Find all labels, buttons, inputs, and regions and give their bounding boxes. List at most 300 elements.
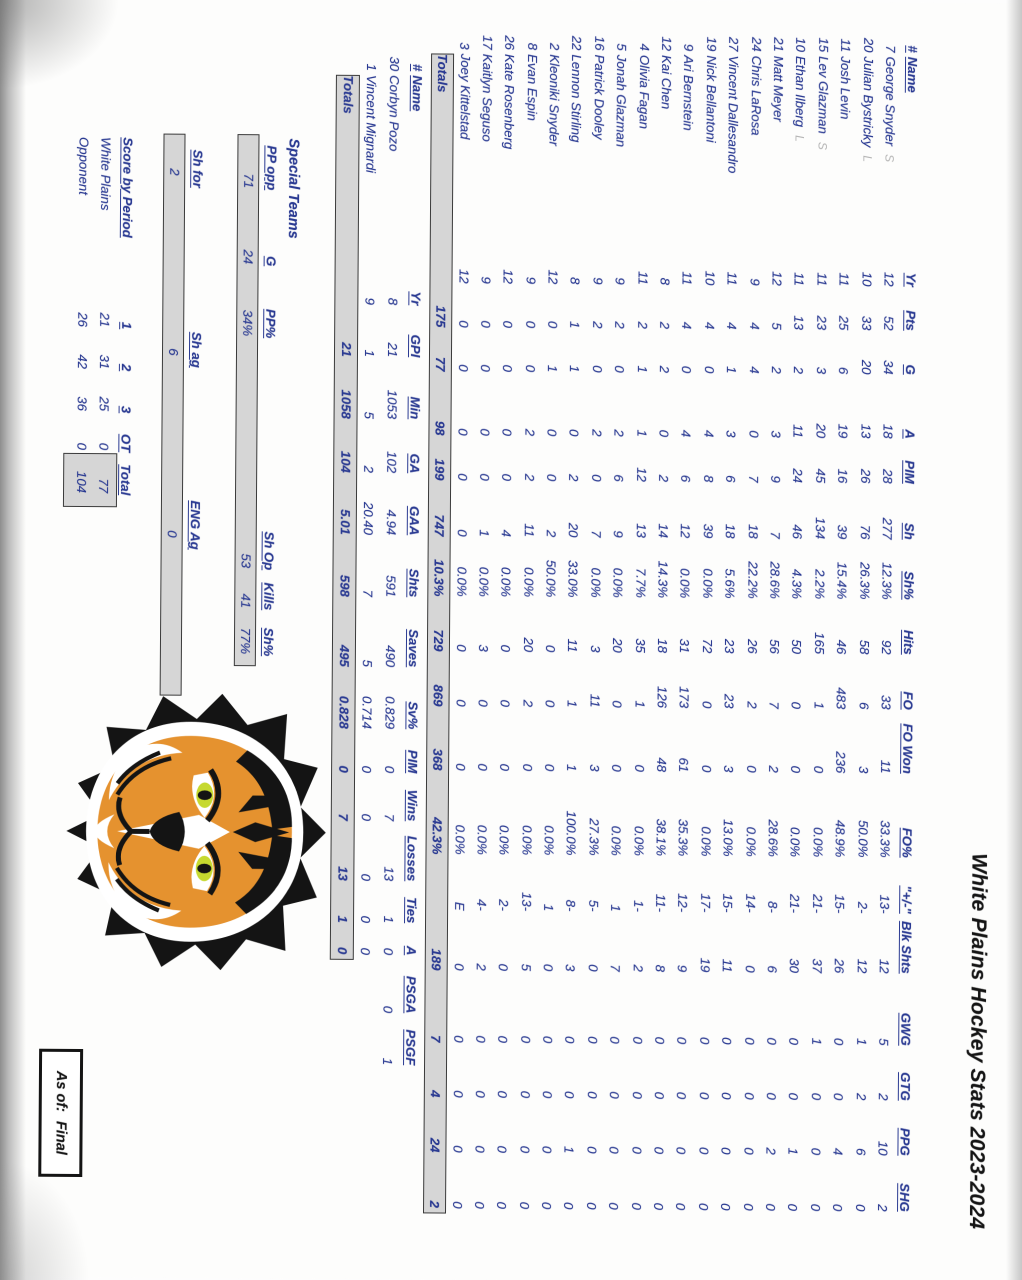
stat-cell: 0.0%	[610, 567, 626, 598]
totals-stat-cell: 7	[425, 974, 448, 1046]
stat-cell: 18	[745, 523, 761, 539]
stat-cell: 12.3%	[879, 562, 895, 600]
stat-cell: 0.714	[359, 695, 375, 730]
stat-cell: 33	[878, 694, 894, 710]
player-name: Jonah Glazman	[613, 54, 630, 148]
handwritten-mark: S	[882, 154, 897, 163]
stat-cell: 1	[634, 365, 650, 373]
totals-stat-cell: 21	[335, 309, 358, 361]
stat-cell: 2	[656, 474, 672, 483]
column-header: Ties	[404, 897, 420, 924]
player-name: Ari Bernstein	[680, 55, 697, 131]
column-header: Min	[407, 396, 423, 420]
stat-cell: 26	[831, 958, 847, 974]
stat-cell: 8-	[765, 901, 781, 913]
stat-cell: 0	[472, 1145, 488, 1153]
stat-cell: 2	[612, 321, 628, 329]
stat-cell: 0	[763, 1092, 779, 1100]
pp-header: Sh Op	[261, 531, 277, 571]
stat-cell: 23	[722, 638, 738, 654]
stat-cell: 11	[719, 958, 735, 973]
stat-cell: 15-	[720, 893, 736, 913]
stat-cell: 0	[830, 1092, 846, 1101]
pp-header: Kills	[261, 582, 277, 611]
stat-cell: 0.0%	[677, 568, 693, 599]
player-number: 19	[703, 36, 720, 52]
column-header: GTG	[898, 1072, 914, 1101]
stat-cell: 6	[852, 1148, 868, 1156]
stat-cell: 10	[702, 270, 718, 286]
stat-cell: 0	[517, 1145, 533, 1154]
stat-cell: 21-	[809, 894, 825, 914]
stat-cell: 0	[788, 701, 804, 710]
totals-stat-cell: 175	[430, 287, 453, 331]
stat-cell: 19	[835, 423, 851, 439]
stat-cell: 126	[654, 685, 670, 709]
stat-cell: 0	[786, 1037, 802, 1046]
stat-cell: 3	[587, 645, 603, 653]
stat-cell: 1	[853, 1038, 869, 1046]
pp-value: 71	[241, 173, 257, 189]
totals-stat-cell: 0.828	[332, 671, 355, 733]
period-header: 1	[119, 321, 135, 330]
stat-cell: 7.7%	[632, 567, 649, 598]
stat-cell: 0	[585, 1036, 601, 1044]
player-number: 9	[681, 43, 697, 52]
stat-cell: 8	[700, 474, 716, 483]
stat-cell: 0	[719, 1037, 735, 1045]
column-header: A	[902, 429, 918, 439]
totals-stat-cell: 199	[428, 439, 451, 484]
stat-cell: 0	[696, 1091, 712, 1100]
score-value: 25	[96, 396, 112, 412]
stat-cell: 0	[473, 1035, 489, 1043]
stat-cell: 0	[497, 763, 513, 772]
stat-cell: 13	[857, 423, 874, 439]
stat-cell: 5-	[585, 899, 602, 912]
stat-cell: 591	[383, 575, 399, 598]
stat-cell: 1	[561, 1146, 577, 1154]
stat-cell: 48	[654, 757, 670, 773]
stat-cell: 0	[584, 1146, 600, 1154]
as-of-value: Final	[52, 1120, 69, 1155]
player-number: 7	[883, 45, 899, 53]
stat-cell: 1	[567, 321, 583, 329]
stat-cell: 0	[629, 1036, 645, 1044]
stat-cell: 21-	[787, 893, 803, 914]
stat-cell: 2	[630, 964, 646, 972]
player-number: 20	[860, 37, 876, 53]
stat-cell: 8	[652, 964, 668, 973]
stat-cell: 0.0%	[452, 824, 468, 855]
stat-cell: 3	[723, 430, 739, 438]
stat-cell: 12	[545, 269, 561, 285]
score-value: 42	[74, 354, 90, 370]
stat-cell: 0	[673, 1146, 689, 1155]
stat-cell: 50	[789, 639, 805, 655]
stat-cell: 50.0%	[855, 820, 871, 858]
stat-cell: 0.0%	[700, 568, 716, 599]
column-header: Blk Shts	[898, 920, 915, 974]
stat-cell: 9	[747, 278, 763, 286]
pp-value: 77%	[237, 627, 254, 655]
stat-cell: 0	[358, 915, 374, 924]
player-name: Patrick Dooley	[591, 54, 607, 140]
shutout-header: ENG Ag	[187, 500, 203, 550]
stat-cell: 3	[586, 764, 602, 772]
player-name: Vincent Mignardi	[363, 74, 380, 174]
column-header: PSGA	[403, 975, 419, 1014]
stat-cell: 0	[607, 1091, 623, 1099]
player-number: 15	[815, 37, 831, 53]
stat-cell: 72	[699, 638, 715, 654]
player-number: 11	[838, 38, 854, 53]
stat-cell: 7	[588, 530, 604, 538]
stat-cell: 12	[500, 269, 516, 285]
stat-cell: 46	[834, 639, 850, 655]
stat-cell: 0	[651, 1146, 667, 1155]
totals-stat-cell: 13	[331, 825, 354, 885]
stat-cell: 9	[610, 530, 627, 538]
stat-cell: 4.3%	[789, 568, 805, 600]
stat-cell: 15-	[832, 894, 848, 914]
stat-cell: 2	[768, 366, 784, 374]
stat-cell: 0	[517, 1035, 533, 1044]
stat-cell: 0.0%	[787, 826, 804, 858]
stat-cell: 0	[831, 1037, 847, 1046]
stat-cell: 38.1%	[653, 818, 669, 857]
stat-cell: 2	[874, 1204, 890, 1212]
goalie-stats-table	[329, 43, 429, 1070]
stat-cell: 23	[813, 315, 830, 331]
player-name: Kate Rosenberg	[501, 53, 518, 150]
stat-cell: 0	[545, 320, 561, 329]
stat-cell: 3	[813, 366, 829, 375]
stat-cell: 0	[453, 699, 469, 707]
stat-cell: 12	[633, 467, 649, 482]
player-name: Joey Kittelstad	[457, 53, 473, 140]
stat-cell: 0	[516, 1201, 532, 1210]
stat-cell: 0	[450, 1090, 466, 1098]
stat-cell: 52	[881, 315, 897, 331]
stat-cell: 0	[380, 947, 396, 956]
stat-cell: 11	[877, 759, 894, 774]
totals-label: Totals	[336, 75, 360, 245]
totals-stat-cell: 42.3%	[426, 774, 449, 858]
stat-cell: 8	[657, 277, 673, 286]
stat-cell: 0.0%	[743, 826, 759, 857]
stat-cell: 28.6%	[765, 819, 781, 857]
score-value: 26	[75, 312, 91, 328]
stat-cell: 14.3%	[655, 560, 671, 599]
totals-stat-cell: 869	[427, 655, 450, 710]
stat-cell: 173	[676, 686, 693, 709]
stat-cell: 0	[500, 364, 516, 373]
stat-cell: 0	[631, 764, 647, 772]
as-of-label: As of:	[52, 1070, 69, 1113]
shutout-header: Sh ag	[188, 331, 205, 368]
pp-header: PP%	[263, 308, 279, 339]
stat-cell: 0	[454, 473, 470, 481]
stat-cell: 0.829	[382, 696, 398, 730]
player-number: 17	[480, 35, 496, 50]
period-header: 3	[118, 405, 134, 414]
stat-cell: 0	[698, 764, 714, 773]
stat-cell: 20	[610, 638, 626, 653]
stat-cell: 0	[584, 1091, 600, 1099]
stat-cell: 100.0%	[563, 810, 580, 856]
stat-cell: 0	[585, 964, 601, 972]
handwritten-mark: S	[815, 141, 830, 150]
stat-cell: 0.0%	[520, 567, 537, 598]
stat-cell: 0.0%	[496, 824, 512, 856]
column-header: SHG	[897, 1183, 913, 1212]
player-name: Matt Meyer	[770, 55, 787, 122]
column-header: GAA	[406, 505, 422, 536]
stat-cell: 20	[813, 423, 829, 439]
stat-cell: 0	[540, 963, 556, 972]
stat-cell: 5	[518, 963, 534, 972]
player-name: Nick Bellantoni	[703, 55, 719, 143]
pp-header: G	[263, 255, 279, 267]
stat-cell: 0	[474, 763, 491, 771]
stat-cell: 0	[718, 1203, 734, 1211]
totals-stat-cell	[330, 959, 353, 1017]
player-number: 5	[614, 43, 630, 51]
stat-cell: 0	[477, 428, 493, 436]
stat-cell: 0	[651, 1091, 667, 1100]
column-header: A	[403, 945, 419, 956]
stat-cell: 11	[791, 272, 807, 287]
handwritten-mark: L	[792, 135, 807, 142]
stat-cell: 50.0%	[543, 559, 559, 598]
stat-cell: 11	[521, 523, 537, 538]
stat-cell: 9	[590, 277, 606, 285]
stat-cell: 26	[857, 468, 873, 484]
player-number: 8	[524, 42, 540, 51]
stat-cell: 4	[499, 529, 515, 538]
stat-cell: 24	[790, 468, 806, 484]
stat-cell: 0	[566, 429, 582, 437]
stat-cell: 0	[455, 428, 471, 436]
stat-cell: 13	[381, 866, 397, 882]
stat-cell: 0	[495, 1090, 511, 1099]
stat-cell: 0	[450, 1145, 466, 1153]
stat-cell: 0	[477, 473, 493, 481]
stat-cell: 0	[743, 765, 759, 773]
column-header: G	[903, 364, 919, 375]
stat-cell: 4	[701, 429, 717, 438]
totals-stat-cell: 5.01	[334, 477, 357, 539]
column-header: Saves	[405, 629, 422, 668]
stat-cell: 11-	[653, 893, 669, 913]
column-header: Pts	[903, 310, 919, 331]
column-header: Sh	[902, 522, 918, 540]
stat-cell: 483	[833, 687, 849, 710]
tiger-head-logo	[58, 690, 332, 974]
stat-cell: 0	[830, 1203, 846, 1212]
player-name: Kai Chen	[658, 55, 675, 110]
column-header: Wins	[404, 789, 420, 822]
stat-cell: 0	[652, 1036, 668, 1045]
stat-cell: 0	[762, 1203, 779, 1211]
stat-cell: 0	[628, 1202, 644, 1210]
stat-cell: 13.0%	[720, 819, 736, 857]
stat-cell: 2	[590, 321, 606, 329]
stat-cell: 0	[471, 1201, 487, 1209]
player-number: 10	[793, 37, 809, 53]
stat-cell: 20	[858, 359, 874, 375]
stat-cell: 0	[358, 873, 374, 882]
stat-cell: 0	[544, 473, 560, 482]
stat-cell: 8	[567, 277, 583, 285]
player-name: Evan Espin	[524, 54, 540, 121]
stat-cell: 0	[742, 965, 758, 973]
totals-stat-cell: 77	[429, 331, 452, 375]
totals-stat-cell	[335, 245, 358, 309]
stat-cell: 0	[380, 1005, 396, 1014]
totals-stat-cell: 2	[423, 1156, 446, 1212]
stat-cell: 10	[859, 271, 875, 287]
stat-cell: 26.3%	[856, 562, 873, 600]
player-name: Lev GlazmanS	[815, 56, 831, 150]
stat-cell: 2	[763, 1147, 779, 1155]
stat-cell: 0	[450, 1035, 466, 1043]
stat-cell: 11	[790, 424, 806, 439]
stat-cell: 2-	[496, 899, 512, 912]
stat-cell: 12	[881, 271, 897, 287]
stat-cell: 0	[679, 365, 695, 374]
stat-cell	[353, 1017, 376, 1069]
stat-cell: 33.3%	[877, 820, 893, 858]
player-number: 26	[502, 35, 518, 51]
stat-cell: 0	[788, 765, 804, 774]
page-title: White Plains Hockey Stats 2023-2024	[964, 853, 991, 1230]
stat-cell: 12	[876, 958, 892, 974]
player-name: Corbyn Pozo	[386, 75, 402, 152]
stat-cell: 26	[744, 638, 760, 654]
stat-cell: 39	[834, 524, 850, 540]
stat-cell: 0	[542, 644, 559, 653]
shutout-header: Sh for	[190, 149, 206, 188]
stat-cell: 0	[674, 1036, 690, 1045]
column-header: GPI	[407, 334, 424, 358]
stat-cell: 0	[495, 1035, 511, 1044]
stat-cell: 14	[655, 523, 671, 539]
stat-cell: 13-	[518, 891, 534, 912]
stat-cell: 0	[673, 1202, 689, 1211]
player-name: George SnyderS	[882, 56, 899, 163]
stat-cell: 21	[384, 342, 401, 358]
stat-cell: 277	[879, 517, 895, 540]
pp-value: 24	[240, 249, 256, 265]
skater-stats-table	[423, 25, 924, 1216]
stat-cell: 45	[812, 468, 828, 484]
stat-cell: 1053	[384, 389, 400, 420]
stat-cell: 39	[700, 523, 716, 539]
stat-cell: 0	[852, 1204, 868, 1212]
stat-cell: 1	[634, 429, 650, 437]
shutout-value: 2	[167, 168, 183, 176]
stat-cell: 0	[699, 700, 715, 709]
stat-cell: 0	[612, 365, 628, 373]
totals-stat-cell: 1058	[335, 361, 358, 423]
score-value: 31	[96, 354, 112, 370]
pp-value: 53	[238, 553, 254, 569]
stat-cell: 6	[678, 474, 694, 483]
stat-cell: 1	[381, 915, 397, 924]
stat-cell: 0	[500, 320, 516, 329]
stat-cell: 2	[634, 321, 650, 329]
stat-cell: 2-	[854, 901, 870, 914]
column-header: Sv%	[405, 701, 421, 730]
stat-cell: 5.6%	[722, 568, 738, 599]
stat-cell: 134	[812, 517, 828, 540]
stat-cell: 0	[656, 429, 672, 438]
stat-cell: 12-	[675, 893, 691, 913]
stat-cell: 0	[588, 474, 605, 482]
column-header: PIM	[902, 460, 918, 484]
stat-cell: 0	[740, 1203, 756, 1211]
stat-cell: 2	[657, 321, 673, 330]
stat-cell: 0	[540, 1035, 556, 1044]
stat-cell: 7	[767, 531, 783, 539]
stat-cell: 17-	[697, 893, 714, 913]
stat-cell: 102	[384, 451, 400, 474]
stat-cell: 4	[724, 322, 740, 330]
stat-cell: 7	[766, 701, 782, 709]
stat-cell: 1	[724, 366, 740, 374]
totals-stat-cell	[330, 1017, 353, 1069]
score-value: 0	[96, 442, 112, 451]
stat-cell: 11	[724, 271, 740, 286]
stat-cell: 0	[539, 1145, 555, 1154]
score-value: 21	[97, 312, 113, 328]
player-number: 24	[748, 36, 764, 52]
column-header: #	[905, 45, 921, 53]
pp-header: PP opp	[264, 145, 280, 191]
player-name: Josh Levin	[837, 56, 854, 120]
stat-cell: 16	[835, 468, 851, 484]
stat-cell: 6	[836, 366, 852, 375]
stat-cell: 11	[836, 272, 852, 287]
stat-cell: 3	[563, 964, 579, 972]
stat-cell: 0	[609, 764, 625, 772]
stat-cell: 23	[721, 693, 737, 709]
stat-cell: 0	[359, 765, 375, 774]
stat-cell: 0	[808, 1092, 824, 1101]
column-header: GWG	[898, 1012, 914, 1046]
stat-cell: 0	[499, 428, 515, 437]
player-number: 22	[569, 35, 585, 51]
totals-stat-cell: 104	[334, 423, 357, 477]
totals-stat-cell: 7	[332, 777, 355, 825]
stat-cell: 0	[745, 430, 762, 438]
stat-cell: 10	[875, 1140, 891, 1156]
period-header: 2	[118, 363, 134, 372]
stat-cell: 4	[679, 321, 695, 330]
stat-cell: 0.0%	[631, 825, 647, 856]
shutout-value: 6	[165, 348, 182, 356]
column-header: Name	[905, 56, 921, 93]
column-header: Hits	[901, 629, 917, 655]
stat-cell: 11	[679, 271, 695, 286]
stat-cell: 1	[541, 903, 557, 912]
stat-cell: 1	[544, 364, 560, 373]
totals-stat-cell	[430, 253, 453, 287]
column-header: FO	[900, 691, 916, 710]
totals-stat-cell: 10.3%	[428, 540, 451, 600]
